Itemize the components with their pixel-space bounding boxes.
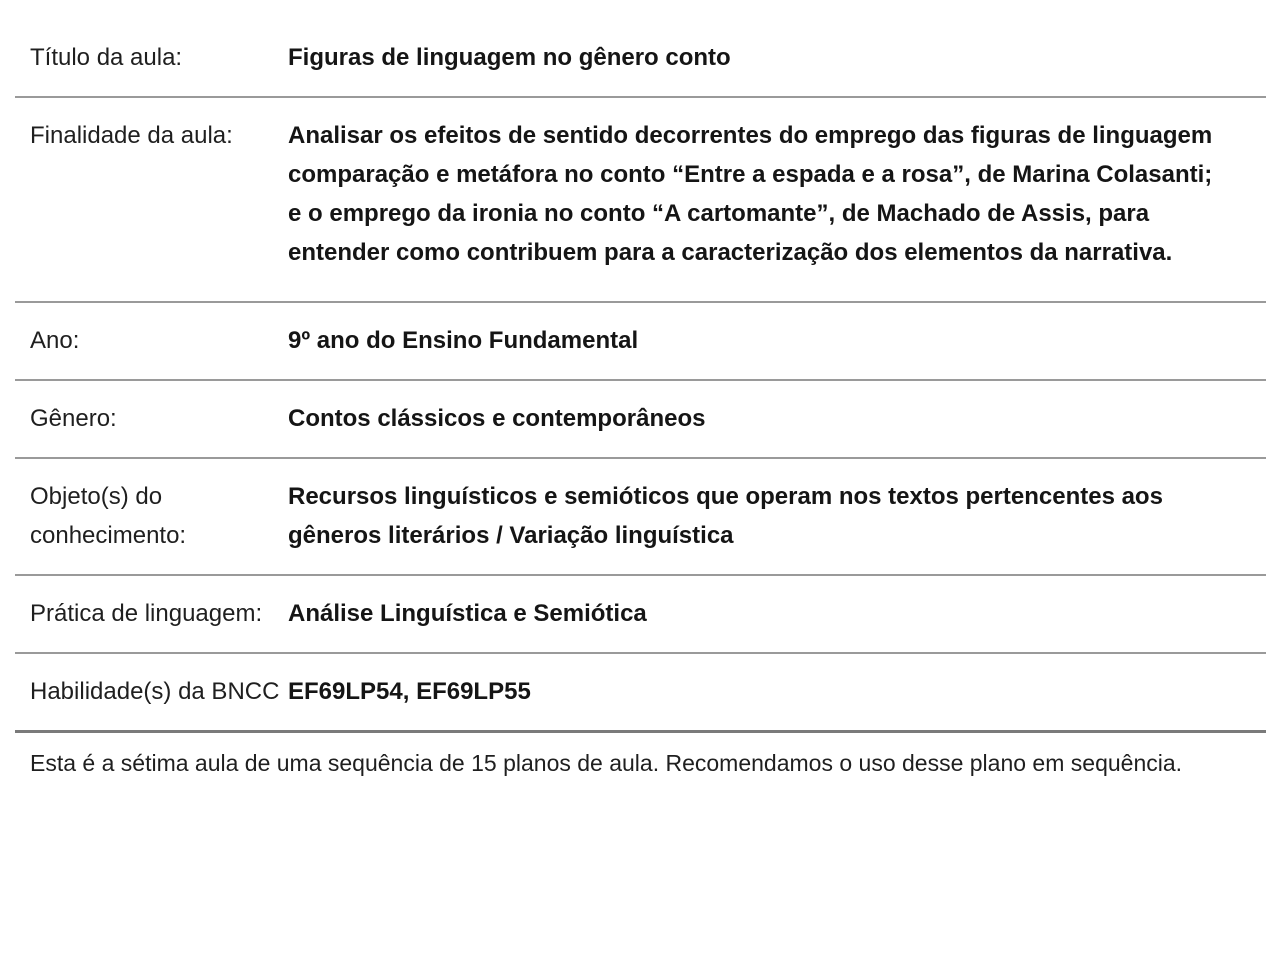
row-label: Título da aula: <box>30 44 183 71</box>
row-value: Figuras de linguagem no gênero conto <box>288 44 731 71</box>
row-value: Análise Linguística e Semiótica <box>288 600 647 627</box>
row-value: Recursos linguísticos e semióticos que operam nos textos pertencentes aos gêneros literários / Variação linguística <box>288 483 1163 549</box>
row-pratica-linguagem <box>15 576 1266 654</box>
row-habilidade-bncc <box>15 654 1266 733</box>
row-label: Objeto(s) do conhecimento: <box>30 483 187 549</box>
footer-note: Esta é a sétima aula de uma sequência de 15 planos de aula. Recomendamos o uso desse plano em sequência. <box>30 750 1183 776</box>
row-ano <box>15 303 1266 381</box>
row-label: Finalidade da aula: <box>30 122 233 149</box>
row-titulo-da-aula <box>15 0 1266 98</box>
row-label: Ano: <box>30 327 80 354</box>
row-label: Prática de linguagem: <box>30 600 263 627</box>
row-value: Analisar os efeitos de sentido decorrentes do emprego das figuras de linguagem comparação e metáfora no conto “Entre a espada e a rosa”, de Marina Colasanti; e o emprego da ironia no conto “A cartomante”, de Machado de Assis, para entender como contribuem para a caracterização dos elementos da narrativa. <box>288 122 1213 266</box>
row-label: Habilidade(s) da BNCC <box>30 678 280 705</box>
row-objeto-conhecimento <box>15 459 1266 576</box>
row-value: EF69LP54, EF69LP55 <box>288 678 531 705</box>
row-value: 9º ano do Ensino Fundamental <box>288 327 639 354</box>
row-finalidade-da-aula <box>15 98 1266 303</box>
row-value: Contos clássicos e contemporâneos <box>288 405 706 432</box>
row-label: Gênero: <box>30 405 117 432</box>
row-genero <box>15 381 1266 459</box>
